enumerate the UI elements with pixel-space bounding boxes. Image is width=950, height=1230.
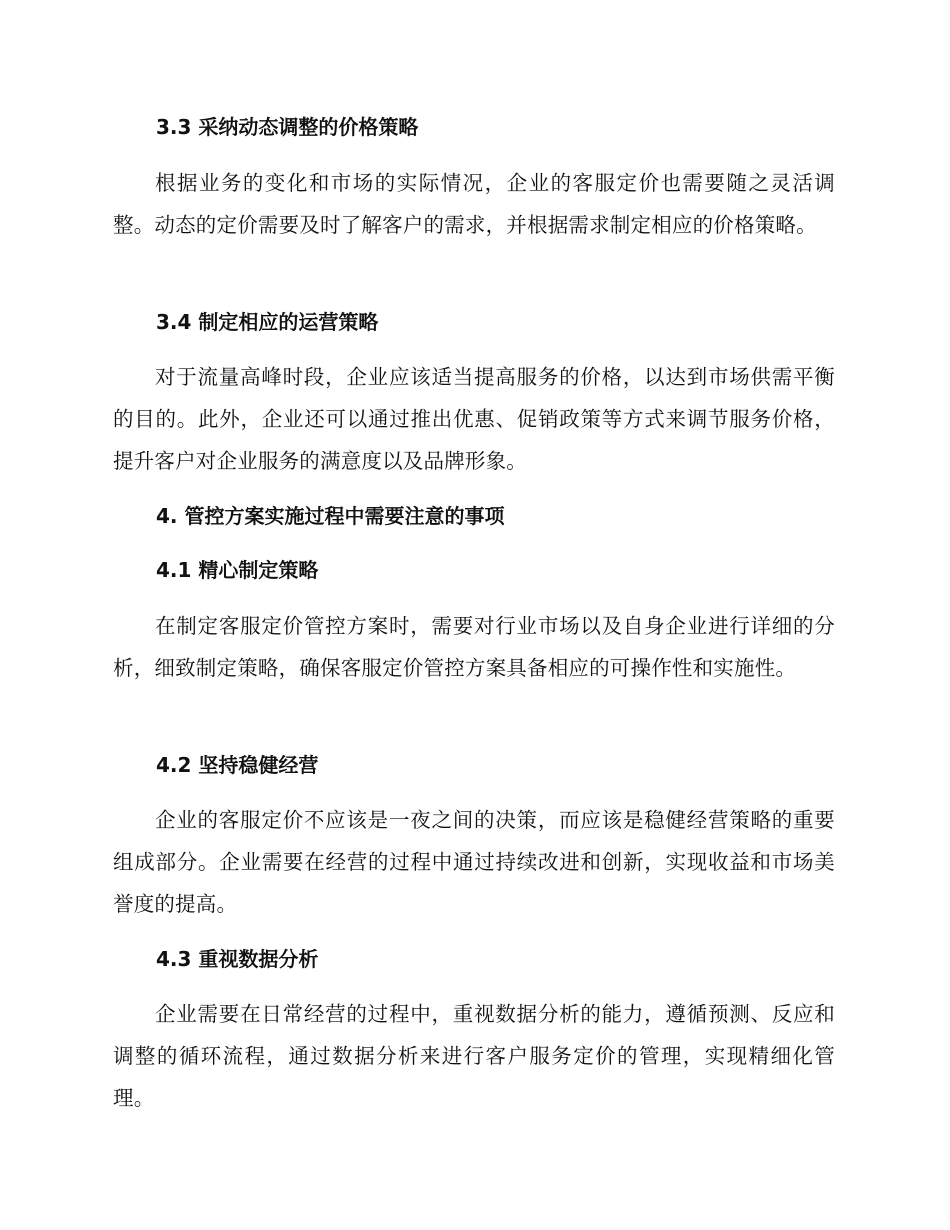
section-heading-4-2: 4.2 坚持稳健经营	[156, 753, 319, 777]
section-heading-4-1: 4.1 精心制定策略	[156, 558, 319, 582]
section-paragraph-4-1: 在制定客服定价管控方案时，需要对行业市场以及自身企业进行详细的分析，细致制定策略，确保客服定价管控方案具备相应的可操作性和实施性。	[113, 614, 835, 680]
section-paragraph-4-3: 企业需要在日常经营的过程中，重视数据分析的能力，遵循预测、反应和调整的循环流程，通过数据分析来进行客户服务定价的管理，实现精细化管理。	[113, 1002, 835, 1110]
section-heading-3-4: 3.4 制定相应的运营策略	[156, 310, 379, 334]
section-heading-3-3: 3.3 采纳动态调整的价格策略	[156, 115, 419, 139]
section-paragraph-4-2: 企业的客服定价不应该是一夜之间的决策，而应该是稳健经营策略的重要组成部分。企业需要在经营的过程中通过持续改进和创新，实现收益和市场美誉度的提高。	[113, 808, 835, 916]
section-paragraph-3-3: 根据业务的变化和市场的实际情况，企业的客服定价也需要随之灵活调整。动态的定价需要及时了解客户的需求，并根据需求制定相应的价格策略。	[113, 171, 835, 237]
section-paragraph-3-4: 对于流量高峰时段，企业应该适当提高服务的价格，以达到市场供需平衡的目的。此外，企业还可以通过推出优惠、促销政策等方式来调节服务价格，提升客户对企业服务的满意度以及品牌形象。	[113, 365, 835, 473]
section-heading-4-3: 4.3 重视数据分析	[156, 947, 319, 971]
section-heading-4: 4. 管控方案实施过程中需要注意的事项	[156, 504, 505, 528]
